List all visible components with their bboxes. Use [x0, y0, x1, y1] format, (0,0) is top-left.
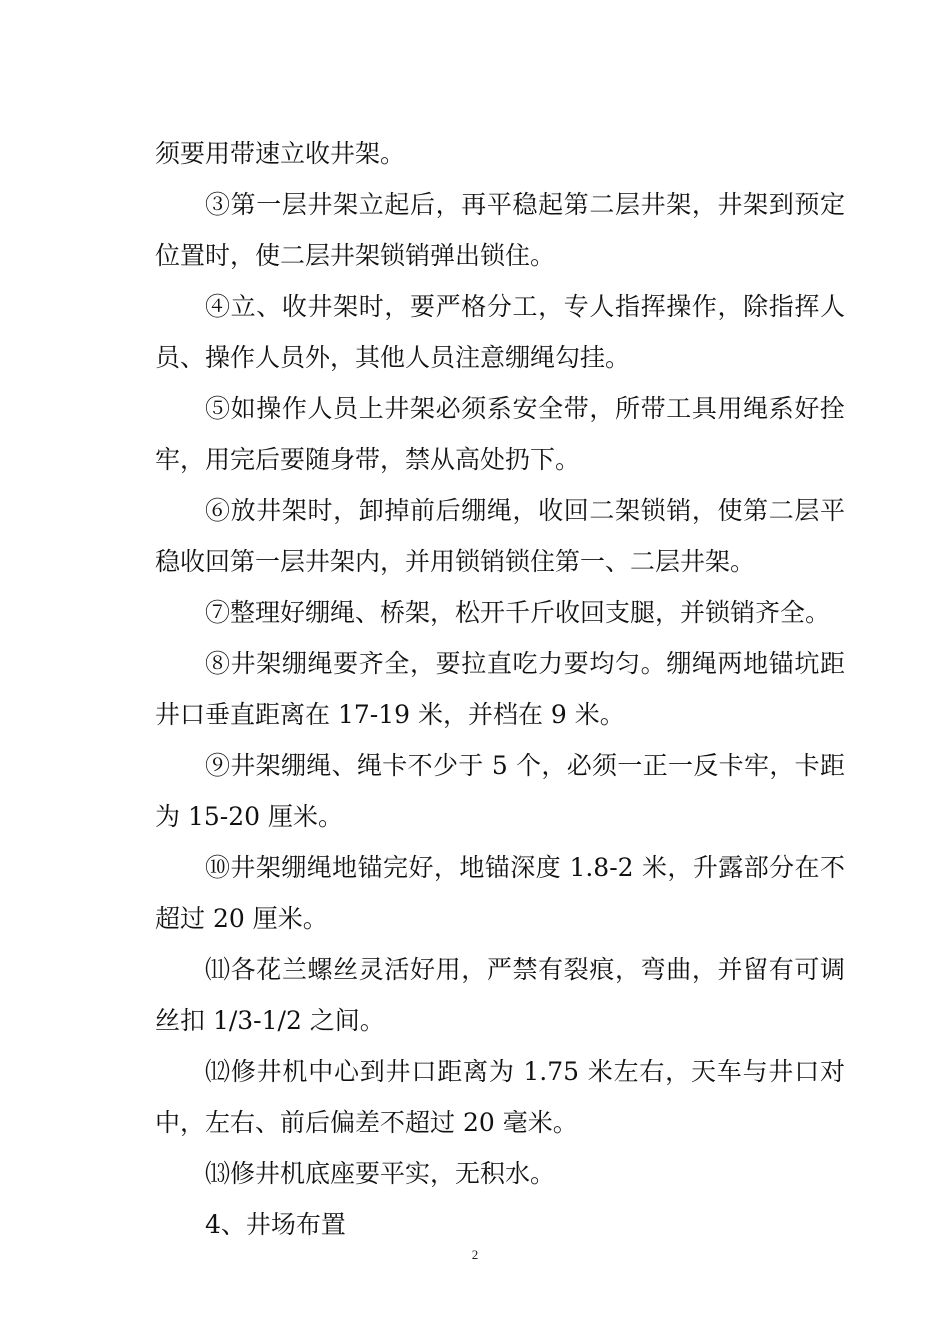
paragraph: ⑨井架绷绳、绳卡不少于 5 个，必须一正一反卡牢，卡距为 15-20 厘米。	[155, 751, 845, 831]
paragraph: ⑩井架绷绳地锚完好，地锚深度 1.8-2 米，升露部分在不超过 20 厘米。	[155, 853, 845, 933]
paragraph: ④立、收井架时，要严格分工，专人指挥操作，除指挥人员、操作人员外，其他人员注意绷绳勾挂。	[155, 292, 845, 372]
page-number: 2	[471, 1247, 479, 1262]
paragraph: ⑦整理好绷绳、桥架，松开千斤收回支腿，并锁销齐全。	[205, 598, 831, 627]
section-heading: 4、井场布置	[205, 1210, 346, 1239]
paragraph: 须要用带速立收井架。	[155, 139, 406, 168]
paragraph: ③第一层井架立起后，再平稳起第二层井架，井架到预定位置时，使二层井架锁销弹出锁住。	[155, 190, 845, 270]
paragraph: ⑤如操作人员上井架必须系安全带，所带工具用绳系好拴牢，用完后要随身带，禁从高处扔下。	[155, 394, 845, 474]
paragraph: ⑿修井机中心到井口距离为 1.75 米左右，天车与井口对中，左右、前后偏差不超过 20 毫米。	[155, 1057, 845, 1137]
paragraph: ⑥放井架时，卸掉前后绷绳，收回二架锁销，使第二层平稳收回第一层井架内，并用锁销锁住第一、二层井架。	[155, 496, 845, 576]
paragraph: ⒀修井机底座要平实，无积水。	[205, 1159, 556, 1188]
paragraph: ⑾各花兰螺丝灵活好用，严禁有裂痕，弯曲，并留有可调丝扣 1/3-1/2 之间。	[155, 955, 845, 1035]
paragraph: ⑧井架绷绳要齐全，要拉直吃力要均匀。绷绳两地锚坑距井口垂直距离在 17-19 米，并档在 9 米。	[155, 649, 845, 729]
body-text	[155, 128, 845, 1250]
